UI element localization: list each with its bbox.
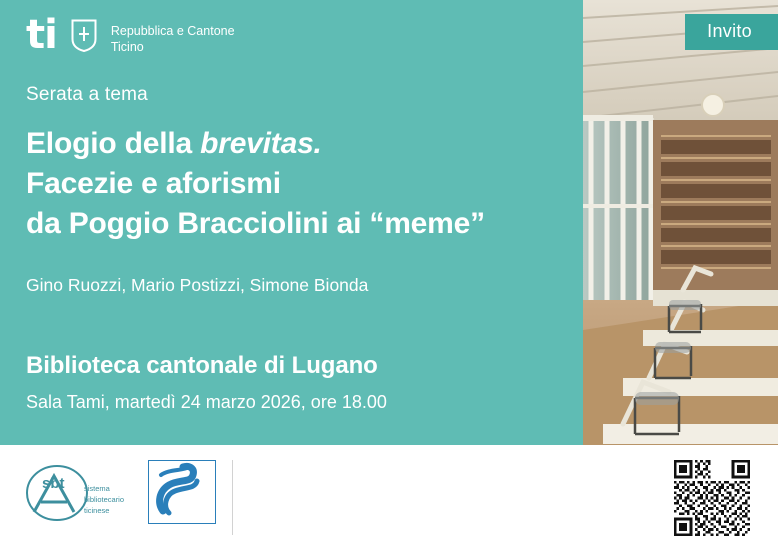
footer-divider [232, 460, 233, 535]
header [26, 12, 235, 58]
sbt-line-2: bibliotecario [84, 494, 125, 504]
title-line-1-italic: brevitas. [200, 127, 322, 160]
library-photo [583, 0, 778, 445]
svg-text:sbt: sbt [42, 475, 65, 492]
qr-code[interactable] [674, 460, 750, 536]
institution-line-2: Ticino [110, 39, 144, 54]
sbt-line-1: sistema [84, 484, 110, 493]
title-line-3: da Poggio Bracciolini ai “meme” [26, 206, 485, 240]
title-line-1-plain: Elogio della [26, 127, 201, 160]
biblioteca-logo-icon [148, 460, 216, 524]
ti-logo: ti [26, 12, 57, 58]
event-kicker: Serata a tema [26, 84, 148, 105]
event-datetime: Sala Tami, martedì 24 marzo 2026, ore 18.00 [26, 392, 387, 412]
institution-name [111, 24, 235, 55]
event-speakers: Gino Ruozzi, Mario Postizzi, Simone Bionda [26, 275, 369, 295]
title-line-1 [26, 124, 566, 164]
invito-badge: Invito [685, 14, 778, 50]
sbt-wordmark [84, 484, 124, 517]
institution-line-1: Repubblica e Cantone [110, 24, 235, 38]
event-title [26, 124, 566, 244]
sbt-line-3: ticinese [84, 505, 110, 515]
title-line-2: Facezie e aforismi [26, 166, 281, 200]
event-venue: Biblioteca cantonale di Lugano [26, 352, 378, 379]
cantonal-shield-icon [71, 19, 97, 52]
